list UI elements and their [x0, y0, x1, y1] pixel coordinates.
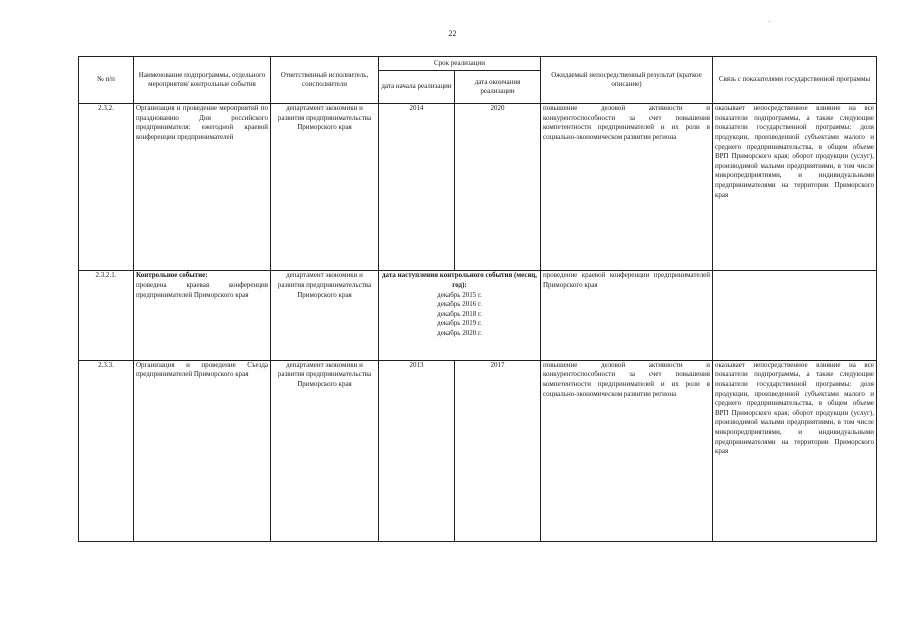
corner-mark: · — [768, 18, 771, 26]
control-event-dates — [379, 271, 541, 361]
row-end: 2020 — [455, 104, 541, 271]
header-row-1 — [79, 57, 877, 71]
header-responsible: Ответственный исполнитель, соисполнители — [271, 57, 379, 104]
table-row — [79, 360, 877, 541]
event-date-title: дата наступления контрольного события (месяц, год): — [381, 271, 538, 289]
event-date: декабрь 2020 г. — [437, 328, 482, 337]
page-number: 22 — [448, 29, 457, 38]
event-date: декабрь 2015 г. — [437, 290, 482, 299]
header-link: Связь с показателями государственной программы — [713, 57, 877, 104]
row-name-cell — [134, 271, 271, 361]
row-link — [713, 271, 877, 361]
control-event-title: Контрольное событие: — [136, 271, 208, 280]
row-result: проведение краевой конференции предпринимателей Приморского края — [541, 271, 713, 361]
row-end: 2017 — [455, 360, 541, 541]
row-responsible: департамент экономики и развития предпринимательства Приморского края — [271, 360, 379, 541]
header-term: Срок реализации — [379, 57, 541, 71]
header-start: дата начала реализации — [379, 71, 455, 104]
header-name: Наименование подпрограммы, отдельного мероприятия/ контрольные события — [134, 57, 271, 104]
header-end: дата окончания реализации — [455, 71, 541, 104]
row-num: 2.3.3. — [79, 360, 134, 541]
row-link: оказывает непосредственное влияние на все показатели подпрограммы, а также следующие показатели государственной программы: доля продукции, произведенной субъектами малого и среднего предпринимательства, в общем объеме ВРП Приморского края; оборот продукции (услуг), производимой малыми предприятиями, в том числе микропредприятиями, и индивидуальными предпринимателями на территории Приморского края — [713, 360, 877, 541]
row-name: Организация и проведение Съезда предпринимателей Приморского края — [134, 360, 271, 541]
table-row — [79, 271, 877, 361]
row-responsible: департамент экономики и развития предпринимательства Приморского края — [271, 104, 379, 271]
program-table — [78, 56, 877, 542]
event-date: декабрь 2016 г. — [437, 300, 482, 309]
row-result: повышение деловой активности и конкурентоспособности за счет повышения компетентности предпринимателей и их роли в социально-экономическом развитии региона — [541, 360, 713, 541]
row-name: проведена краевая конференция предпринимателей Приморского края — [136, 280, 268, 299]
row-start: 2013 — [379, 360, 455, 541]
event-date: декабрь 2018 г. — [437, 309, 482, 318]
header-num: № п/п — [79, 57, 134, 104]
row-result: повышение деловой активности и конкурентоспособности за счет повышения компетентности предпринимателей и их роли в социально-экономическом развитии региона — [541, 104, 713, 271]
row-start: 2014 — [379, 104, 455, 271]
row-num: 2.3.2.1. — [79, 271, 134, 361]
row-link: оказывает непосредственное влияние на все показатели подпрограммы, а также следующие показатели государственной программы: доля продукции, произведенной субъектами малого и среднего предпринимательства, в общем объеме ВРП Приморского края; оборот продукции (услуг), производимой малыми предприятиями, в том числе микропредприятиями, и индивидуальными предпринимателями на территории Приморского края — [713, 104, 877, 271]
row-num: 2.3.2. — [79, 104, 134, 271]
row-name: Организация и проведение мероприятий по празднованию Дня российского предпринимателя: ежегодной краевой конференции предпринимателей — [134, 104, 271, 271]
table-row — [79, 104, 877, 271]
row-responsible: департамент экономики и развития предпринимательства Приморского края — [271, 271, 379, 361]
header-result: Ожидаемый непосредственный результат (краткое описание) — [541, 57, 713, 104]
event-date: декабрь 2019 г. — [437, 319, 482, 328]
